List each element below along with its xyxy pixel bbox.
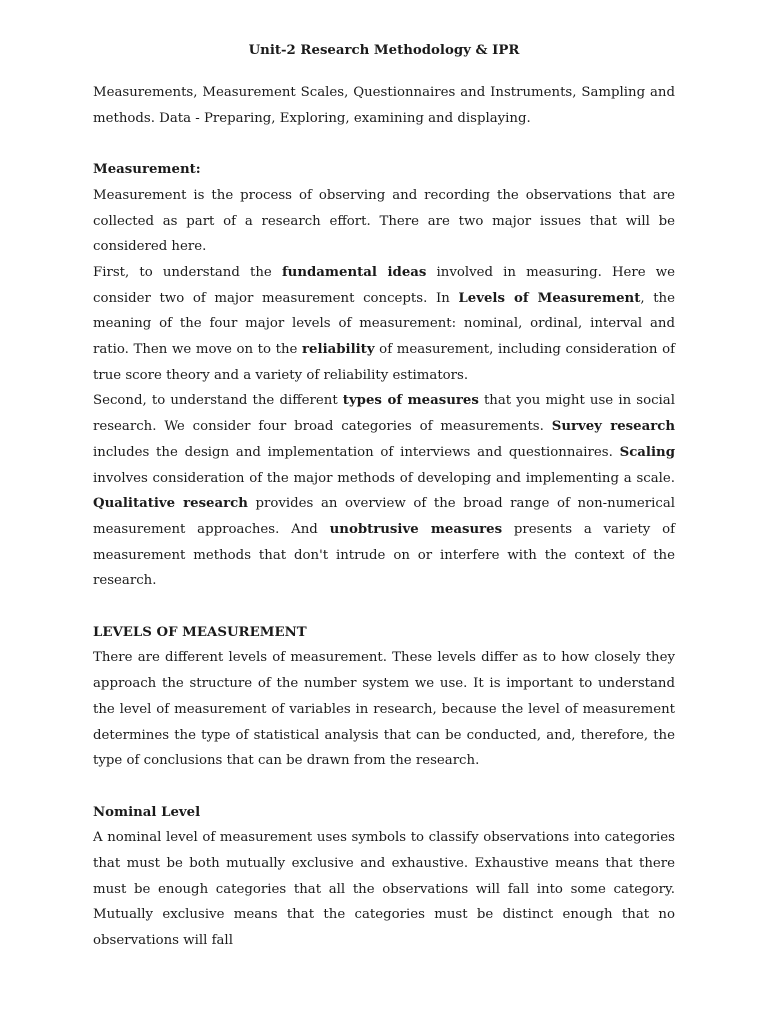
bold-term: types of measures (342, 393, 479, 409)
levels-paragraph: There are different levels of measurement. These levels differ as to how closely they approach the structure of the number system we use. It is important to understand the level of measurement of variables in research, because the level of measurement determines the type of statistical analysis that can be conducted, and, therefore, the type of conclusions that can be drawn from the research. (93, 650, 675, 769)
bold-term: Qualitative research (93, 496, 248, 512)
bold-term: Scaling (619, 444, 675, 460)
nominal-heading: Nominal Level (93, 804, 201, 820)
intro-paragraph: Measurements, Measurement Scales, Questionnaires and Instruments, Sampling and methods. Data - Preparing, Exploring, examining and displaying. (93, 85, 675, 126)
measurement-paragraph-1: Measurement is the process of observing and recording the observations that are collected as part of a research effort. There are two major issues that will be considered here. (93, 187, 675, 255)
nominal-paragraph: A nominal level of measurement uses symbols to classify observations into categories that must be both mutually exclusive and exhaustive. Exhaustive means that there must be enough categories that all the observations will fall into some category. Mutually exclusive means that the categories must be distinct enough that no observations will fall (93, 830, 675, 949)
spacer (93, 131, 675, 157)
bold-term: unobtrusive measures (329, 521, 503, 537)
measurement-heading: Measurement: (93, 162, 201, 178)
bold-term: reliability (302, 342, 375, 358)
spacer (93, 594, 675, 620)
bold-term: Survey research (551, 419, 675, 435)
bold-term: Levels of Measurement (458, 290, 641, 306)
document-title: Unit-2 Research Methodology & IPR (248, 43, 520, 58)
document-page (93, 38, 675, 954)
spacer (93, 774, 675, 800)
measurement-paragraph-2: First, to understand the fundamental ideas involved in measuring. Here we consider two of major measurement concepts. In Levels of Measurement, the meaning of the four major levels of measurement: nominal, ordinal, interval and ratio. Then we move on to the reliability of measurement, including consideration of true score theory and a variety of reliability estimators. (93, 264, 676, 383)
levels-heading: LEVELS OF MEASUREMENT (93, 624, 307, 640)
bold-term: fundamental ideas (281, 264, 427, 280)
measurement-paragraph-3: Second, to understand the different types of measures that you might use in social research. We consider four broad categories of measurements. Survey research includes the design and implementation of interviews and questionnaires. Scaling involves consideration of the major methods of developing and implementing a scale. Qualitative research provides an overview of the broad range of non-numerical measurement approaches. And unobtrusive measures presents a variety of measurement methods that don't intrude on or interfere with the context of the research. (93, 393, 676, 589)
